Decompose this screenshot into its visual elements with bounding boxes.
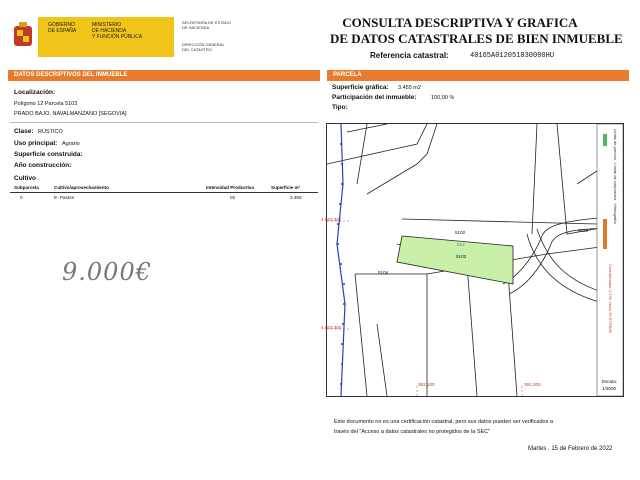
parcel-label-5102: 5102 <box>455 230 466 235</box>
localizacion-line1: Polígono 12 Parcela 5103 <box>14 101 78 107</box>
superficie-grafica-label: Superficie gráfica: <box>332 84 389 91</box>
table-header-superficie: Superficie m² <box>271 185 301 190</box>
scale-label: Escala: <box>602 379 618 384</box>
map-side-text: Coordenadas U.T.M. Huso 30 ETRS89 <box>608 264 613 333</box>
page-title-line2: DE DATOS CATASTRALES DE BIEN INMUEBLE <box>330 31 623 46</box>
divider <box>10 122 318 123</box>
table-cell-subparcela: 0 <box>20 195 23 200</box>
table-header-rule <box>10 192 318 193</box>
table-cell-cultivo: E- Pastos <box>54 195 74 200</box>
coord-label-north2: 4.563.300 <box>321 325 342 330</box>
reference-label: Referencia catastral: <box>370 51 449 60</box>
uso-label: Uso principal: <box>14 140 58 147</box>
page-title-line1: CONSULTA DESCRIPTIVA Y GRAFICA <box>342 15 578 30</box>
reference-value: 40165A012051030000HU <box>470 52 555 60</box>
parcel-label-5104: 5104 <box>378 270 389 275</box>
parcel-header: PARCELA <box>327 70 629 81</box>
highlighted-parcel <box>397 236 513 284</box>
anio-construccion-label: Año construcción: <box>14 162 72 169</box>
coord-label-north1: 4.563.400 <box>321 217 342 222</box>
secretaria-label: SECRETARÍA DE ESTADO DE HACIENDA <box>182 20 231 30</box>
disclaimer-line1: Este documento no es una certificación catastral, pero sus datos pueden ser verificados a <box>334 419 553 425</box>
tipo-label: Tipo: <box>332 104 348 111</box>
parcel-label-012: 012 <box>457 242 465 247</box>
clase-value: RÚSTICO <box>38 129 63 135</box>
coat-of-arms-icon <box>12 22 34 48</box>
participacion-label: Participación del inmueble: <box>332 94 417 101</box>
issue-date: Martes , 15 de Febrero de 2022 <box>528 446 613 452</box>
clase-label: Clase: <box>14 128 34 135</box>
cadastral-map <box>326 123 624 397</box>
uso-value: Agrario <box>62 141 80 147</box>
table-header-intensidad: Intensidad Productiva <box>206 185 254 190</box>
coord-label-east1: 392,100 <box>418 382 435 387</box>
localizacion-label: Localización: <box>14 89 56 96</box>
descriptive-data-header: DATOS DESCRIPTIVOS DEL INMUEBLE <box>8 70 320 81</box>
superficie-construida-label: Superficie construida: <box>14 151 83 158</box>
direccion-label: DIRECCIÓN GENERAL DEL CATASTRO <box>182 42 225 52</box>
participacion-value: 100,00 % <box>431 95 455 101</box>
ministry-label: MINISTERIO DE HACIENDA Y FUNCIÓN PÚBLICA <box>92 22 143 40</box>
table-cell-superficie: 3.455 <box>290 195 302 200</box>
cultivo-label: Cultivo <box>14 175 37 182</box>
parcel-label-9020: 9020 <box>578 228 589 233</box>
map-legend-text: Límite de parcela · Límite de subparcela · Hidrografía <box>613 129 618 224</box>
coord-label-east2: 392,200 <box>524 382 541 387</box>
handwritten-price: 9.000€ <box>62 258 152 286</box>
table-header-cultivo: Cultivo/aprovechamiento <box>54 185 109 190</box>
table-cell-intensidad: 02 <box>230 195 236 200</box>
superficie-grafica-value: 3.455 m2 <box>398 85 421 91</box>
localizacion-line2: PRADO BAJO. NAVALMANZANO [SEGOVIA] <box>14 111 127 117</box>
table-header-subparcela: Subparcela <box>14 185 39 190</box>
scale-value: 1/2000 <box>602 386 617 391</box>
parcel-label-5103: 5103 <box>456 254 467 259</box>
disclaimer-line2: través del "Acceso a datos catastrales no protegidos de la SEC" <box>334 429 491 435</box>
government-label: GOBIERNO DE ESPAÑA <box>48 22 77 34</box>
